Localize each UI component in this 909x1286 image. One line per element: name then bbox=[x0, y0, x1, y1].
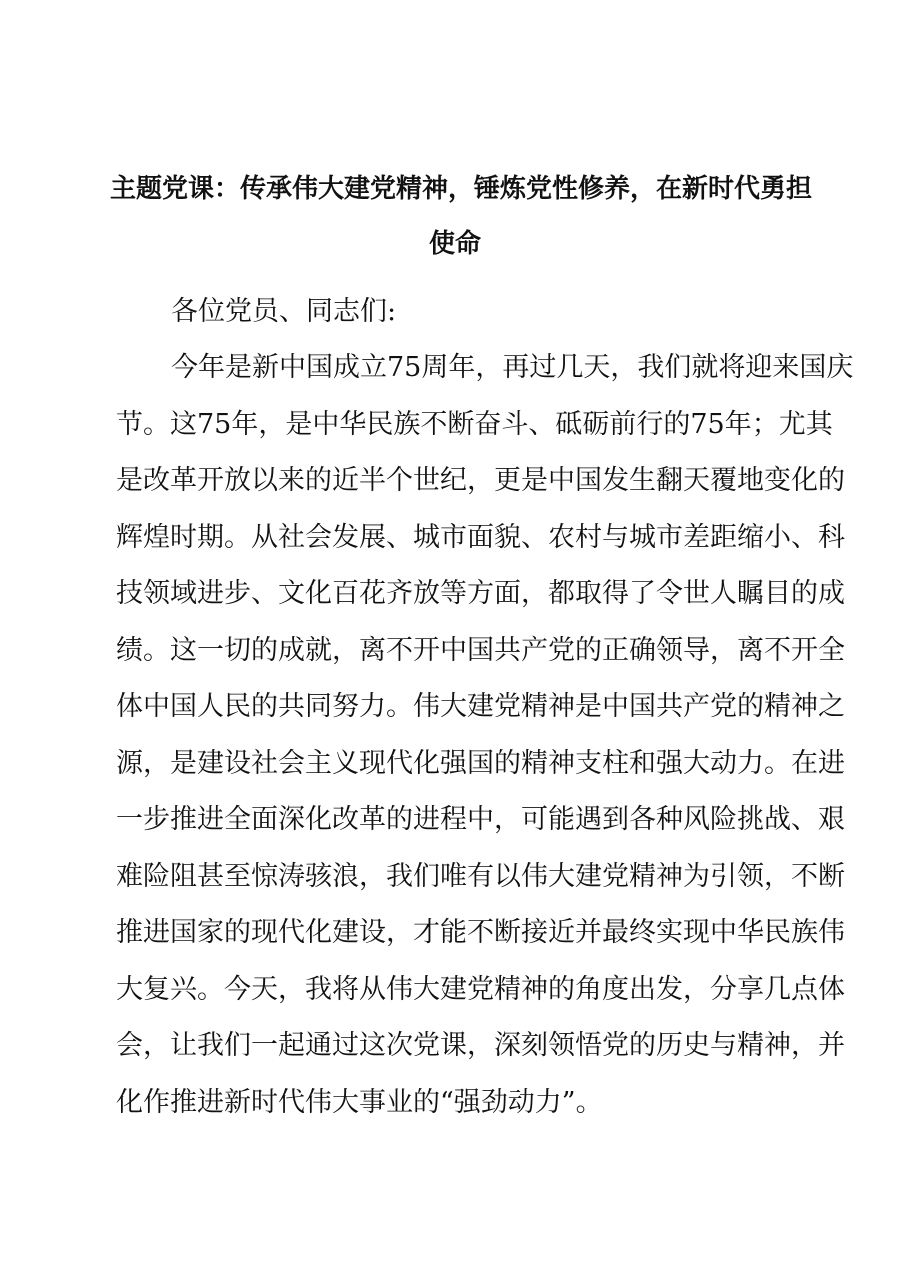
body-line: 辉煌时期。从社会发展、城市面貌、农村与城市差距缩小、科 bbox=[116, 522, 845, 553]
body-line: 今年是新中国成立75周年，再过几天，我们就将迎来国庆 bbox=[171, 352, 854, 383]
body-line: 技领域进步、文化百花齐放等方面，都取得了令世人瞩目的成 bbox=[116, 578, 845, 609]
body-line: 绩。这一切的成就，离不开中国共产党的正确领导，离不开全 bbox=[116, 635, 845, 666]
body-line: 推进国家的现代化建设，才能不断接近并最终实现中华民族伟 bbox=[116, 917, 845, 948]
document-title-line-1: 主题党课：传承伟大建党精神，锤炼党性修养，在新时代勇担 bbox=[110, 174, 813, 204]
body-line: 难险阻甚至惊涛骇浪，我们唯有以伟大建党精神为引领，不断 bbox=[116, 861, 845, 892]
body-line: 节。这75年，是中华民族不断奋斗、砥砺前行的75年；尤其 bbox=[116, 409, 833, 440]
body-line: 大复兴。今天，我将从伟大建党精神的角度出发，分享几点体 bbox=[116, 974, 845, 1005]
body-line: 是改革开放以来的近半个世纪，更是中国发生翻天覆地变化的 bbox=[116, 465, 845, 496]
body-line: 源，是建设社会主义现代化强国的精神支柱和强大动力。在进 bbox=[116, 748, 845, 779]
body-line: 体中国人民的共同努力。伟大建党精神是中国共产党的精神之 bbox=[116, 691, 845, 722]
document-title-line-2: 使命 bbox=[428, 229, 481, 259]
body-line: 化作推进新时代伟大事业的“强劲动力”。 bbox=[116, 1087, 603, 1118]
body-line: 会，让我们一起通过这次党课，深刻领悟党的历史与精神，并 bbox=[116, 1030, 845, 1061]
body-line: 一步推进全面深化改革的进程中，可能遇到各种风险挑战、艰 bbox=[116, 804, 845, 835]
salutation: 各位党员、同志们: bbox=[171, 296, 397, 327]
